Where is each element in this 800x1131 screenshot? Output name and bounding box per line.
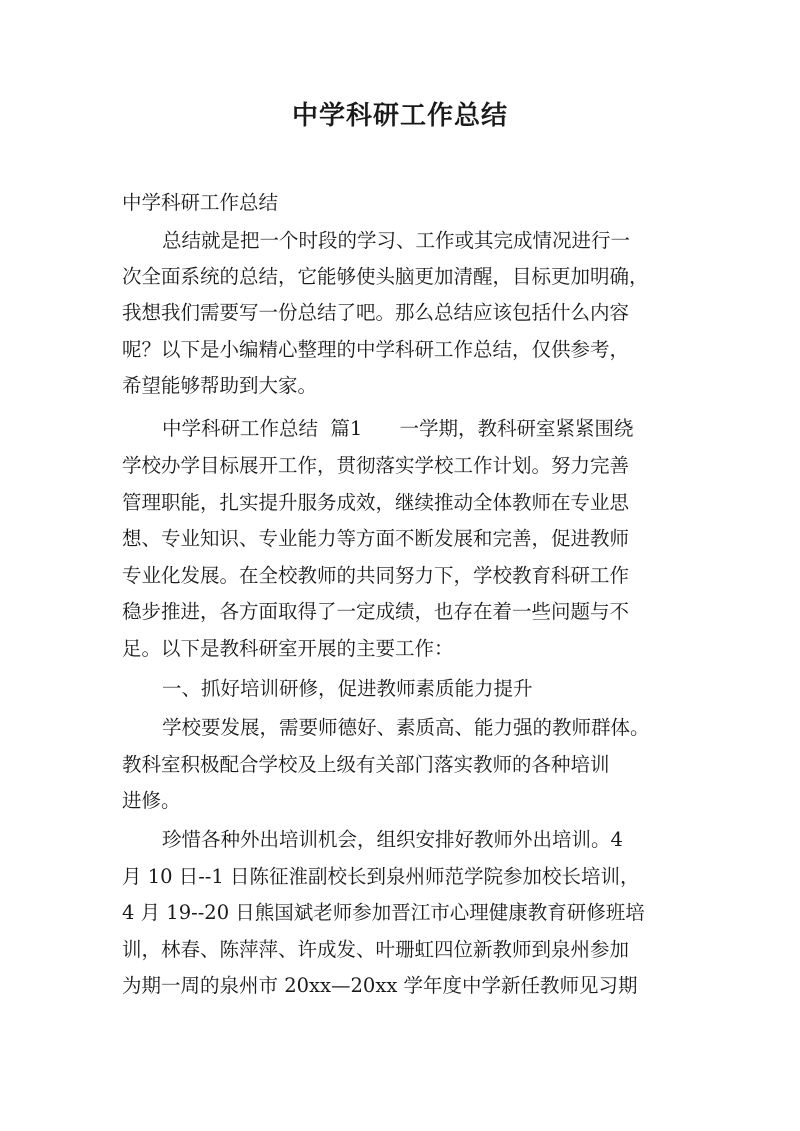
subheading-line: 一、抓好培训研修，促进教师素质能力提升 bbox=[162, 677, 533, 700]
body-line: 学校办学目标展开工作，贯彻落实学校工作计划。努力完善 bbox=[122, 454, 630, 477]
body-line: 足。以下是教科研室开展的主要工作： bbox=[122, 637, 454, 660]
body-line: 训，林春、陈萍萍、许成发、叶珊虹四位新教师到泉州参加 bbox=[122, 938, 630, 961]
body-line: 为期一周的泉州市 20xx—20xx 学年度中学新任教师见习期 bbox=[122, 974, 638, 997]
body-line: 教科室积极配合学校及上级有关部门落实教师的各种培训 bbox=[122, 753, 610, 776]
body-line: 珍惜各种外出培训机会，组织安排好教师外出培训。4 bbox=[162, 828, 623, 851]
body-line: 4 月 19--20 日熊国斌老师参加晋江市心理健康教育研修班培 bbox=[122, 901, 645, 924]
body-line: 想、专业知识、专业能力等方面不断发展和完善，促进教师 bbox=[122, 527, 630, 550]
body-line: 学校要发展，需要师德好、素质高、能力强的教师群体。 bbox=[162, 716, 650, 739]
body-line: 专业化发展。在全校教师的共同努力下，学校教育科研工作 bbox=[122, 564, 630, 587]
body-line: 总结就是把一个时段的学习、工作或其完成情况进行一 bbox=[162, 229, 631, 252]
body-line: 管理职能，扎实提升服务成效，继续推动全体教师在专业思 bbox=[122, 491, 630, 514]
body-line: 呢？以下是小编精心整理的中学科研工作总结，仅供参考， bbox=[122, 338, 630, 361]
body-line: 希望能够帮助到大家。 bbox=[122, 374, 318, 397]
body-line: 稳步推进，各方面取得了一定成绩，也存在着一些问题与不 bbox=[122, 600, 630, 623]
section-heading-line: 中学科研工作总结 篇1 一学期，教科研室紧紧围绕 bbox=[162, 417, 634, 440]
body-line: 次全面系统的总结，它能够使头脑更加清醒，目标更加明确， bbox=[122, 265, 649, 288]
document-title: 中学科研工作总结 bbox=[291, 101, 508, 131]
body-line-subtitle: 中学科研工作总结 bbox=[122, 191, 279, 214]
body-line: 进修。 bbox=[122, 789, 181, 812]
body-line: 月 10 日--1 日陈征淮副校长到泉州师范学院参加校长培训， bbox=[122, 865, 640, 888]
body-line: 我想我们需要写一份总结了吧。那么总结应该包括什么内容 bbox=[122, 301, 630, 324]
